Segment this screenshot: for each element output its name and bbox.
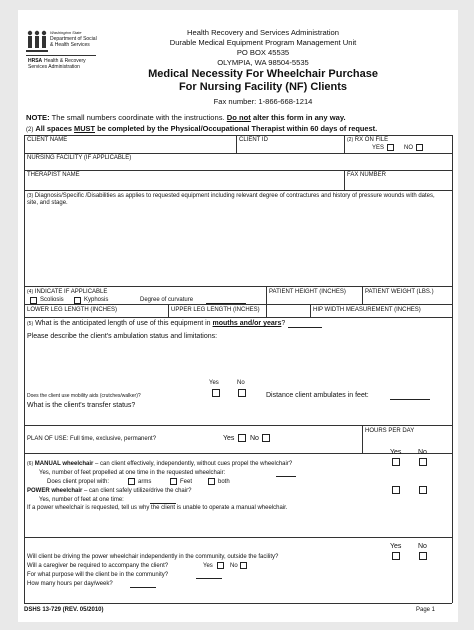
drive-yes-checkbox[interactable] — [392, 552, 400, 560]
mobility-yes-label: Yes — [209, 380, 219, 386]
item4-num: (4) — [27, 289, 34, 295]
form-id: DSHS 13-729 (REV. 05/2010) — [24, 607, 104, 613]
form-page — [18, 10, 458, 622]
item5-text: What is the anticipated length of use of this equipment in — [35, 320, 211, 327]
org-city: OLYMPIA, WA 98504-5535 — [217, 58, 309, 67]
power-wheelchair-question — [27, 488, 191, 495]
arms-label: arms — [138, 479, 152, 485]
plan-of-use-label: PLAN OF USE: Full time, exclusive, permanent? — [27, 436, 157, 442]
note-label: NOTE: — [26, 113, 50, 122]
indicate-text: INDICATE IF APPLICABLE — [34, 289, 108, 295]
plan-yes-checkbox[interactable] — [238, 434, 246, 442]
lower-leg-label: LOWER LEG LENGTH (INCHES) — [27, 307, 118, 313]
logo-hrsa-line2: Services Administration — [28, 64, 80, 70]
fax-number-label: FAX NUMBER — [347, 172, 387, 178]
propel-with-label: Does client propel with: — [47, 479, 110, 485]
nursing-facility-field[interactable] — [26, 161, 450, 169]
community-purpose-field[interactable] — [196, 578, 222, 579]
ambulation-label: Please describe the client's ambulation status and limitations: — [27, 333, 218, 340]
curvature-field[interactable] — [206, 303, 246, 304]
item2-text-rest: be completed by the Physical/Occupational Therapist within 60 days of request. — [97, 124, 378, 133]
item2-text: All spaces — [35, 124, 72, 133]
logo-hrsa: HRSA — [28, 58, 43, 64]
org-name: Health Recovery and Services Administration — [187, 28, 339, 37]
power-feet-field[interactable] — [150, 503, 176, 504]
manual-yes-checkbox[interactable] — [392, 458, 400, 466]
page-number: Page 1 — [416, 607, 436, 613]
both-label: both — [218, 479, 230, 485]
logo-dept-line1: Department of Social — [50, 36, 97, 42]
manual-feet-label: Yes, number of feet propelled at one time in the requested wheelchair: — [39, 470, 226, 476]
rx-yes-label: YES — [372, 145, 385, 151]
client-id-field[interactable] — [238, 143, 342, 152]
mobility-no-checkbox[interactable] — [238, 389, 246, 397]
item7-no-header: No — [418, 543, 427, 550]
scoliosis-checkbox[interactable] — [30, 297, 37, 304]
item2-must: MUST — [74, 124, 95, 133]
item7-yes-header: Yes — [390, 543, 402, 550]
community-purpose-label: For what purpose will the client be in the community? — [27, 572, 169, 578]
feet-label: Feet — [180, 479, 193, 485]
patient-weight-label: PATIENT WEIGHT (LBS.) — [365, 289, 434, 295]
logo-dept-line2: & Health Services — [50, 42, 90, 48]
therapist-name-field[interactable] — [26, 179, 342, 189]
rx-yes-checkbox[interactable] — [387, 144, 394, 151]
note-alter: alter this form in any way. — [252, 113, 346, 122]
item6-num: (6) — [27, 461, 34, 467]
length-of-use-field[interactable] — [288, 327, 322, 328]
client-name-field[interactable] — [26, 143, 234, 152]
rx-no-checkbox[interactable] — [416, 144, 423, 151]
upper-leg-label: UPPER LEG LENGTH (INCHES) — [171, 307, 260, 313]
caregiver-yes-checkbox[interactable] — [217, 562, 224, 569]
distance-field[interactable] — [390, 399, 430, 400]
feet-checkbox[interactable] — [170, 478, 177, 485]
rx-on-file-text: RX ON FILE — [354, 137, 389, 143]
item6-yes-header: Yes — [390, 449, 402, 456]
form-title-line1: Medical Necessity For Wheelchair Purchase — [148, 68, 378, 80]
drive-community-label: Will client be driving the power wheelchair independently in the community, outside the facility? — [27, 554, 279, 560]
transfer-label: What is the client's transfer status? — [27, 402, 136, 409]
plan-yes-label: Yes — [223, 435, 235, 442]
item6-no-header: No — [418, 449, 427, 456]
fax-number-field[interactable] — [346, 179, 450, 189]
item3-num: (3) — [27, 193, 34, 199]
hours-week-label: How many hours per day/week? — [27, 581, 113, 587]
power-no-checkbox[interactable] — [419, 486, 427, 494]
manual-no-checkbox[interactable] — [419, 458, 427, 466]
power-requested-label: If a power wheelchair is requested, tell us why the client is unable to operate a manual wheelchair. — [27, 505, 288, 511]
diagnosis-field[interactable] — [26, 210, 450, 284]
patient-height-label: PATIENT HEIGHT (INCHES) — [269, 289, 346, 295]
kyphosis-checkbox[interactable] — [74, 297, 81, 304]
logo-state: Washington State — [50, 30, 82, 35]
power-yes-checkbox[interactable] — [392, 486, 400, 494]
manual-wheelchair-label: MANUAL wheelchair — [34, 461, 94, 467]
org-pobox: PO BOX 45535 — [236, 48, 290, 57]
hours-week-field[interactable] — [130, 587, 156, 588]
item2-line — [26, 124, 377, 134]
item5-num: (5) — [27, 321, 34, 327]
note-text: The small numbers coordinate with the instructions. — [51, 113, 225, 122]
mobility-yes-checkbox[interactable] — [212, 389, 220, 397]
caregiver-no-label: No — [230, 563, 238, 569]
form-title-line2: For Nursing Facility (NF) Clients — [178, 81, 348, 93]
power-wheelchair-label: POWER wheelchair — [27, 488, 83, 494]
rx-no-label: NO — [404, 145, 413, 151]
plan-no-label: No — [250, 435, 259, 442]
manual-wheelchair-question — [27, 461, 292, 468]
note-line — [26, 113, 346, 122]
hours-per-day-field[interactable] — [364, 436, 450, 452]
mobility-no-label: No — [237, 380, 245, 386]
caregiver-no-checkbox[interactable] — [240, 562, 247, 569]
arms-checkbox[interactable] — [128, 478, 135, 485]
client-id-label: CLIENT ID — [239, 137, 268, 143]
hours-per-day-label: HOURS PER DAY — [365, 428, 415, 434]
scoliosis-label: Scoliosis — [40, 297, 64, 303]
item5-qmark: ? — [281, 320, 286, 327]
diagnosis-label — [27, 193, 447, 207]
client-name-label: CLIENT NAME — [27, 137, 68, 143]
item5-months-years: mouths and/or years — [212, 320, 282, 327]
people-logo-icon — [26, 30, 48, 54]
kyphosis-label: Kyphosis — [84, 297, 109, 303]
hip-width-label: HIP WIDTH MEASUREMENT (INCHES) — [313, 307, 421, 313]
caregiver-yes-label: Yes — [203, 563, 213, 569]
logo-hrsa-line1: Health & Recovery — [44, 58, 86, 64]
manual-feet-field[interactable] — [276, 476, 296, 477]
org-unit: Durable Medical Equipment Program Management Unit — [169, 38, 357, 47]
item3-text: Diagnosis/Specific /Disabilities as applies to requested equipment including relevant degree of contractures and history of pressure wounds with dates, site, and stage. — [27, 193, 435, 206]
nursing-facility-label: NURSING FACILITY (IF APPLICABLE) — [27, 155, 132, 161]
distance-label: Distance client ambulates in feet: — [266, 392, 369, 399]
power-reason-field[interactable] — [26, 513, 450, 536]
fax-header: Fax number: 1-866-668-1214 — [213, 97, 313, 106]
note-do-not: Do not — [226, 113, 251, 122]
item2-num: (2) — [26, 127, 34, 133]
power-feet-label: Yes, number of feet at one time: — [39, 497, 124, 503]
caregiver-label: Will a caregiver be required to accompany the client? — [27, 563, 169, 569]
item5-label — [27, 320, 285, 328]
rx-num: (2) — [347, 137, 354, 143]
curvature-label: Degree of curvature — [140, 297, 194, 303]
power-wheelchair-text: – can client safely utilize/drive the chair? — [84, 488, 192, 494]
indicate-label — [27, 289, 107, 296]
drive-no-checkbox[interactable] — [419, 552, 427, 560]
both-checkbox[interactable] — [208, 478, 215, 485]
manual-wheelchair-text: – can client effectively, independently, without cues propel the wheelchair? — [95, 461, 293, 467]
rx-on-file-label — [347, 137, 388, 144]
plan-no-checkbox[interactable] — [262, 434, 270, 442]
mobility-aids-label: Does the client use mobility aids (crutches/walker)? — [27, 393, 141, 399]
therapist-name-label: THERAPIST NAME — [27, 172, 80, 178]
